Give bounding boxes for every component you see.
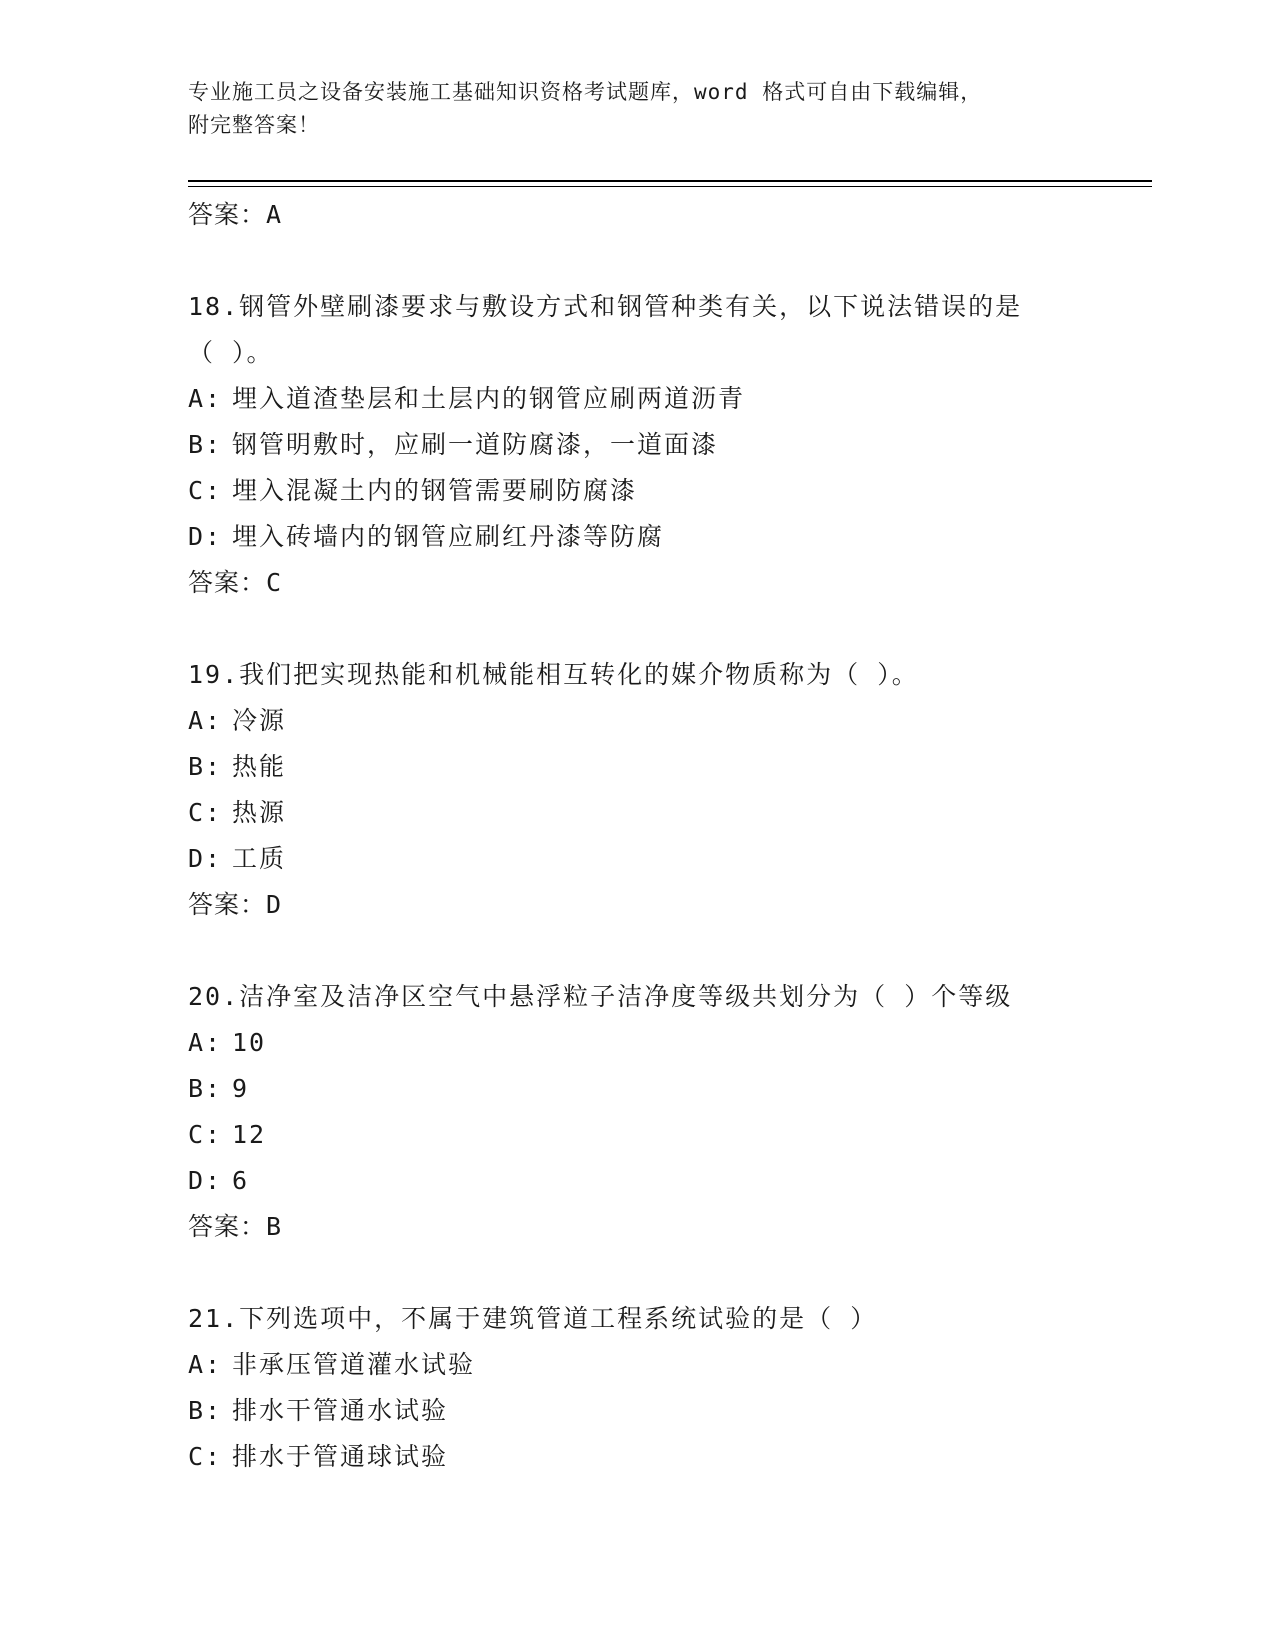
answer-line [188,1204,1148,1250]
option-label: B: [188,752,223,781]
option-label: C: [188,1442,223,1471]
option-label: C: [188,798,223,827]
answer-key: B [266,1212,283,1241]
option-text: 热源 [232,798,287,827]
option-text: 热能 [232,752,287,781]
option-label: B: [188,430,223,459]
option-label: D: [188,522,223,551]
header-rule-thin [188,186,1152,187]
option-label: A: [188,1350,223,1379]
option-label: B: [188,1396,223,1425]
answer-line [188,882,1148,928]
spacer [188,606,1148,652]
option-c [188,1112,1148,1158]
spacer [188,1250,1148,1296]
option-label: B: [188,1074,223,1103]
answer-prefix: 答案： [188,1212,267,1241]
header-rule-thick [188,180,1152,182]
option-d [188,514,1148,560]
option-text: 冷源 [232,706,287,735]
option-b [188,422,1148,468]
answer-prefix: 答案： [188,200,267,229]
option-a [188,698,1148,744]
option-text: 埋入混凝土内的钢管需要刷防腐漆 [232,476,638,505]
question-list [188,192,1148,1480]
question-stem: 18.钢管外壁刷漆要求与敷设方式和钢管种类有关，以下说法错误的是 [188,292,1023,321]
question-18 [188,284,1148,606]
question-stem: 20.洁净室及洁净区空气中悬浮粒子洁净度等级共划分为（ ）个等级 [188,982,1013,1011]
option-a [188,376,1148,422]
option-text: 10 [232,1028,267,1057]
option-label: C: [188,1120,223,1149]
header-line-2: 附完整答案！ [188,113,320,137]
option-b [188,1388,1148,1434]
spacer [188,928,1148,974]
option-a [188,1342,1148,1388]
question-20 [188,974,1148,1250]
option-text: 非承压管道灌水试验 [232,1350,476,1379]
option-b [188,1066,1148,1112]
option-text: 埋入砖墙内的钢管应刷红丹漆等防腐 [232,522,665,551]
header-line-1: 专业施工员之设备安装施工基础知识资格考试题库，word 格式可自由下载编辑， [188,80,983,104]
option-c [188,468,1148,514]
answer-key: D [266,890,283,919]
answer-line-prev [188,192,1148,238]
answer-key: A [266,200,283,229]
spacer [188,238,1148,284]
option-label: D: [188,844,223,873]
option-label: A: [188,706,223,735]
question-21 [188,1296,1148,1480]
question-stem: 19.我们把实现热能和机械能相互转化的媒介物质称为（ ）。 [188,660,919,689]
option-label: A: [188,384,223,413]
option-c [188,1434,1148,1480]
option-d [188,836,1148,882]
option-label: D: [188,1166,223,1195]
option-text: 工质 [232,844,287,873]
option-text: 钢管明敷时，应刷一道防腐漆，一道面漆 [232,430,719,459]
answer-key: C [266,568,283,597]
option-text: 6 [232,1166,250,1195]
option-d [188,1158,1148,1204]
answer-line [188,560,1148,606]
option-text: 9 [232,1074,250,1103]
option-b [188,744,1148,790]
question-19 [188,652,1148,928]
answer-prefix: 答案： [188,568,267,597]
answer-prefix: 答案： [188,890,267,919]
option-text: 12 [232,1120,267,1149]
option-text: 排水干管通水试验 [232,1396,449,1425]
option-label: A: [188,1028,223,1057]
option-c [188,790,1148,836]
document-header [188,76,1088,142]
option-text: 埋入道渣垫层和土层内的钢管应刷两道沥青 [232,384,746,413]
option-label: C: [188,476,223,505]
option-a [188,1020,1148,1066]
option-text: 排水于管通球试验 [232,1442,449,1471]
question-stem: 21.下列选项中，不属于建筑管道工程系统试验的是（ ） [188,1304,878,1333]
question-stem-cont: （ ）。 [188,338,274,367]
